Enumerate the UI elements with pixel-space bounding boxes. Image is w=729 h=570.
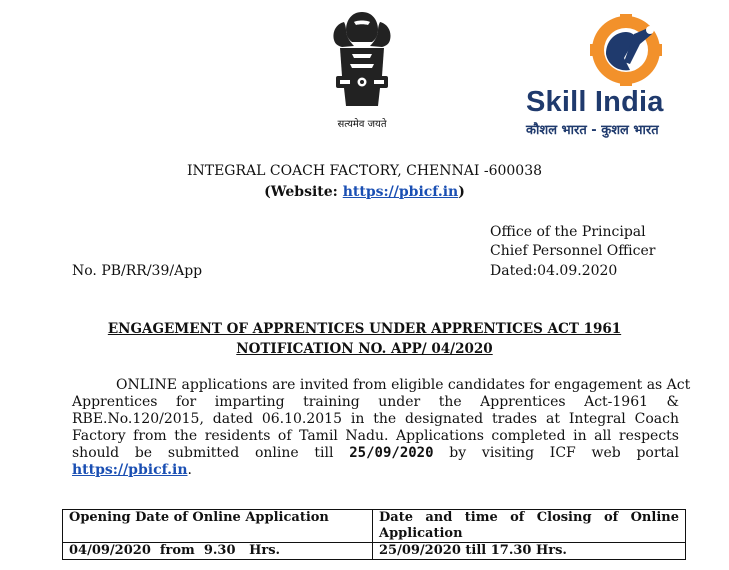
office-line-2: Chief Personnel Officer <box>490 243 656 259</box>
office-line-1: Office of the Principal <box>490 224 646 240</box>
national-emblem <box>322 6 402 134</box>
skill-india-tagline: कौशल भारत - कुशल भारत <box>526 123 659 138</box>
website-suffix: ) <box>458 184 465 200</box>
body-line-5-post: by visiting ICF web portal <box>433 445 679 461</box>
notice-body <box>72 377 691 479</box>
portal-link[interactable]: https://pbicf.in <box>72 462 188 478</box>
dates-table <box>62 509 686 560</box>
closing-date-label: Date and time of Closing of Online Application <box>373 510 686 543</box>
website-prefix: (Website: <box>264 184 343 200</box>
notification-number: NOTIFICATION NO. APP/ 04/2020 <box>236 341 493 357</box>
organization-name: INTEGRAL COACH FACTORY, CHENNAI -600038 <box>186 163 543 179</box>
body-line-5-pre: should be submitted online till <box>72 445 350 461</box>
dated: Dated:04.09.2020 <box>490 263 618 279</box>
organization-website <box>0 184 729 200</box>
body-line-3: RBE.No.120/2015, dated 06.10.2015 in the designated trades at Integral Coach <box>72 411 679 427</box>
closing-date-inline: 25/09/2020 <box>349 445 434 461</box>
body-line-5 <box>72 445 679 462</box>
website-link[interactable]: https://pbicf.in <box>342 184 459 200</box>
skill-india-logo <box>520 12 700 142</box>
body-line-2: Apprentices for imparting training under the Apprentices Act-1961 & <box>72 394 679 410</box>
notice-heading: ENGAGEMENT OF APPRENTICES UNDER APPRENTICES ACT 1961 <box>107 321 622 337</box>
closing-date-value: 25/09/2020 till 17.30 Hrs. <box>373 543 686 560</box>
reference-number: No. PB/RR/39/App <box>72 263 203 279</box>
skill-india-wordmark: Skill India <box>526 86 664 118</box>
table-row <box>63 510 686 543</box>
national-emblem-icon <box>322 6 402 114</box>
body-line-1: ONLINE applications are invited from eligible candidates for engagement as Act <box>116 377 691 393</box>
body-line-4: Factory from the residents of Tamil Nadu. Applications completed in all respects <box>72 428 679 444</box>
body-line-6-post: . <box>187 462 192 478</box>
opening-date-label: Opening Date of Online Application <box>63 510 373 543</box>
skill-india-logo-icon <box>520 12 700 88</box>
opening-date-value: 04/09/2020 from 9.30 Hrs. <box>63 543 373 560</box>
body-line-6 <box>72 462 679 479</box>
table-row <box>63 543 686 560</box>
emblem-motto: सत्यमेव जयते <box>337 119 387 130</box>
